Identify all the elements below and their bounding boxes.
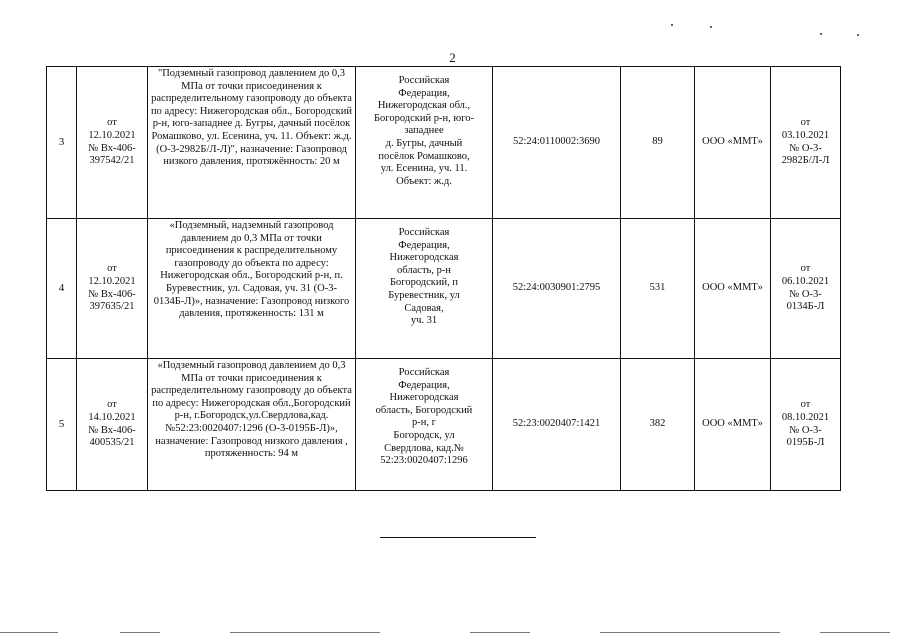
request-line: № Вх-406- xyxy=(88,424,136,436)
address-line: 52:23:0020407:1296 xyxy=(380,455,468,467)
address-line: Свердлова, кад.№ xyxy=(384,442,464,454)
length-value: 531 xyxy=(621,219,695,359)
outgoing-cell xyxy=(771,67,841,219)
object-description: «Подземный газопровод давлением до 0,3 МПа от точки присоединения к распределительному газопроводу до объекта по адресу: Нижегородская обл.,Богородский р-н, г.Богородск,ул.Свердлова,кад.№52:23:0020407:1296 (О-3-0195Б-Л)», назначение: Газопровод низкого давления , протяженность: 94 м xyxy=(148,359,356,491)
address-line: Российская xyxy=(398,227,450,238)
request-line: 397542/21 xyxy=(89,155,135,167)
organization: ООО «ММТ» xyxy=(695,219,771,359)
address-line: Федерация, xyxy=(398,379,450,391)
address-line: Российская xyxy=(398,367,450,378)
address-line: Нижегородская xyxy=(389,392,459,404)
cadastral-number: 52:24:0110002:3690 xyxy=(493,67,621,219)
outgoing-line: 08.10.2021 xyxy=(781,411,830,423)
address-cell xyxy=(356,67,493,219)
address-line: посёлок Ромашково, xyxy=(378,150,470,162)
request-line: 12.10.2021 xyxy=(88,129,136,141)
outgoing-line: 06.10.2021 xyxy=(781,275,830,287)
outgoing-line: № О-3- xyxy=(789,288,822,300)
cadastral-number: 52:24:0030901:2795 xyxy=(493,219,621,359)
outgoing-line: 2982Б/Л-Л xyxy=(781,155,830,167)
address-cell xyxy=(356,359,493,491)
request-cell xyxy=(77,359,148,491)
request-line: 12.10.2021 xyxy=(88,275,136,287)
table-row xyxy=(47,359,841,491)
address-line: область, Богородский xyxy=(375,404,473,416)
outgoing-cell xyxy=(771,219,841,359)
page-number: 2 xyxy=(449,50,456,65)
address-line: Садовая, xyxy=(404,302,444,314)
address-line: Объект: ж.д. xyxy=(396,175,452,187)
address-line: Богородский, п xyxy=(390,277,458,289)
address-line: Федерация, xyxy=(398,87,450,99)
scan-edge xyxy=(230,632,380,633)
length-value: 382 xyxy=(621,359,695,491)
object-description: «Подземный, надземный газопровод давлением до 0,3 МПа от точки присоединения к распределительному газопроводу до объекта по адресу: Нижегородская обл., Богородский р-н, п. Буревестник, ул. Садовая, уч. 31 (О-3-0134Б-Л)», назначение: Газопровод низкого давления, протяженность: 131 м xyxy=(148,219,356,359)
outgoing-line: № О-3- xyxy=(789,142,822,154)
row-number: 4 xyxy=(47,219,77,359)
outgoing-line: 03.10.2021 xyxy=(781,129,830,141)
table-row xyxy=(47,67,841,219)
request-line: от xyxy=(107,117,117,129)
row-number: 5 xyxy=(47,359,77,491)
request-line: 14.10.2021 xyxy=(88,411,136,423)
request-line: 397635/21 xyxy=(89,301,135,313)
request-line: от xyxy=(107,399,117,411)
request-cell xyxy=(77,67,148,219)
address-line: Нижегородская обл., xyxy=(377,100,471,112)
address-line: уч. 31 xyxy=(410,315,438,327)
address-line: Буревестник, ул xyxy=(388,289,460,301)
address-line: Богородск, ул xyxy=(393,429,455,441)
outgoing-cell xyxy=(771,359,841,491)
scan-mark xyxy=(857,34,859,36)
object-description: "Подземный газопровод давлением до 0,3 МПа от точки присоединения к распределительному газопроводу до объекта по адресу: Нижегородская обл., Богородский р-н, юго-западнее д. Бугры, дачный посёлок Ромашково, ул. Есенина, уч. 11. Объект: ж.д. (О-3-2982Б/Л-Л)", назначение: Газопровод низкого давления, протяжённость: 20 м xyxy=(148,67,356,219)
row-number: 3 xyxy=(47,67,77,219)
scan-edge xyxy=(470,632,530,633)
scan-mark xyxy=(671,24,673,26)
request-line: № Вх-406- xyxy=(88,288,136,300)
address-line: р-н, г xyxy=(412,417,436,429)
length-value: 89 xyxy=(621,67,695,219)
address-line: Российская xyxy=(398,75,450,86)
outgoing-line: от xyxy=(800,117,811,129)
scan-edge xyxy=(820,632,890,633)
scan-edge xyxy=(600,632,780,633)
address-cell xyxy=(356,219,493,359)
address-line: Богородский р-н, юго- xyxy=(374,112,474,124)
cadastral-number: 52:23:0020407:1421 xyxy=(493,359,621,491)
table-row xyxy=(47,219,841,359)
scan-edge xyxy=(120,632,160,633)
scan-mark xyxy=(710,26,712,28)
request-line: № Вх-406- xyxy=(88,142,136,154)
registry-table xyxy=(46,66,841,491)
address-line: Федерация, xyxy=(398,239,450,251)
outgoing-line: от xyxy=(800,263,811,275)
scan-edge xyxy=(0,632,58,633)
request-line: 400535/21 xyxy=(89,437,135,449)
outgoing-line: 0134Б-Л xyxy=(786,301,825,313)
address-line: ул. Есенина, уч. 11. xyxy=(380,163,468,175)
address-line: западнее xyxy=(404,125,444,137)
request-line: от xyxy=(107,263,117,275)
closing-rule xyxy=(380,537,536,538)
request-cell xyxy=(77,219,148,359)
address-line: Нижегородская xyxy=(389,252,459,264)
outgoing-line: 0195Б-Л xyxy=(786,437,825,449)
outgoing-line: № О-3- xyxy=(789,424,822,436)
address-line: д. Бугры, дачный xyxy=(385,137,463,149)
address-line: область, р-н xyxy=(397,264,451,276)
organization: ООО «ММТ» xyxy=(695,67,771,219)
organization: ООО «ММТ» xyxy=(695,359,771,491)
outgoing-line: от xyxy=(800,399,811,411)
scan-mark xyxy=(820,33,822,35)
